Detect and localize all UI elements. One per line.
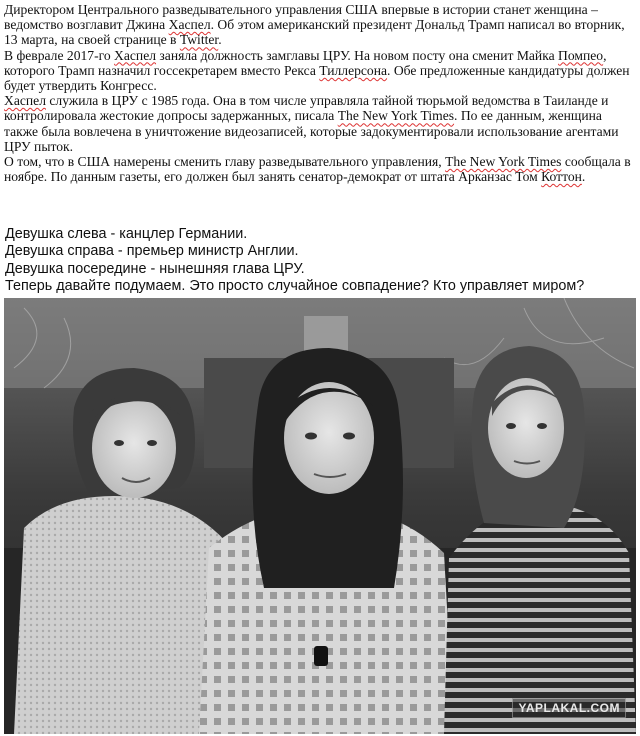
article-paragraph-3: [4, 93, 636, 154]
text-run: служила в ЦРУ с 1985 года. Она в том числе управляла тайной тюрьмой ведомства в Таиланде и контролировала жестокие допросы задержанных, писала: [4, 93, 609, 124]
text-run: заняла должность замглавы ЦРУ. На новом посту она сменит Майка: [156, 47, 559, 63]
text-run: . Обе предложенные кандидатуры должен будет утвердить Конгресс.: [4, 62, 630, 94]
caption-line-1: Девушка слева - канцлер Германии.: [5, 226, 248, 242]
name-haspel: Хаспел: [168, 17, 211, 33]
photo-illustration: [4, 298, 636, 734]
article-text: [4, 2, 636, 184]
article-paragraph-4: [4, 154, 636, 184]
watermark: YAPLAKAL.COM: [512, 698, 626, 718]
text-run: Директором Центрального разведывательного управления США впервые в истории станет женщина – ведомство возглавит Джина: [4, 2, 598, 33]
article-paragraph-1: [4, 2, 636, 48]
text-run: . Об этом американский президент Дональд Трамп написал во вторник, 13 марта, на своей странице в: [4, 17, 625, 48]
background-vase: [304, 316, 348, 352]
nyt-name: The New York Times: [445, 154, 562, 170]
text-run: , которого Трамп назначил госсекретарем вместо Рекса: [4, 47, 607, 78]
text-run: О том, что в США намерены сменить главу разведывательного управления,: [4, 154, 446, 170]
wristwatch: [314, 646, 328, 666]
caption-line-4: Теперь давайте подумаем. Это просто случайное совпадение? Кто управляет миром?: [5, 277, 585, 294]
caption-text: [5, 226, 635, 295]
caption-line-2: Девушка справа - премьер министр Англии.: [5, 243, 299, 260]
text-run: сообщала в ноябре. По данным газеты, его должен был занять сенатор-демократ от штата Арканзас Том: [4, 154, 631, 185]
twitter-word: Twitter: [179, 32, 219, 48]
caption-line-3: Девушка посередине - нынешняя глава ЦРУ.: [5, 260, 305, 277]
name-cotton: Коттон: [541, 169, 582, 185]
nyt-name: The New York Times: [337, 108, 455, 124]
name-tillerson: Тиллерсона: [319, 62, 388, 78]
text-run: В феврале 2017-го: [4, 47, 115, 63]
text-run: .: [218, 32, 222, 48]
name-pompeo: Помпео: [558, 47, 604, 63]
text-run: .: [581, 169, 586, 185]
name-haspel: Хаспел: [4, 93, 46, 109]
name-haspel: Хаспел: [114, 47, 157, 63]
article-paragraph-2: [4, 48, 636, 94]
text-run: . По ее данным, женщина также была вовлечена в уничтожение видеозаписей, которые задокументировали использование агентами ЦРУ пыток.: [4, 108, 619, 154]
black-and-white-photo: [4, 298, 636, 734]
